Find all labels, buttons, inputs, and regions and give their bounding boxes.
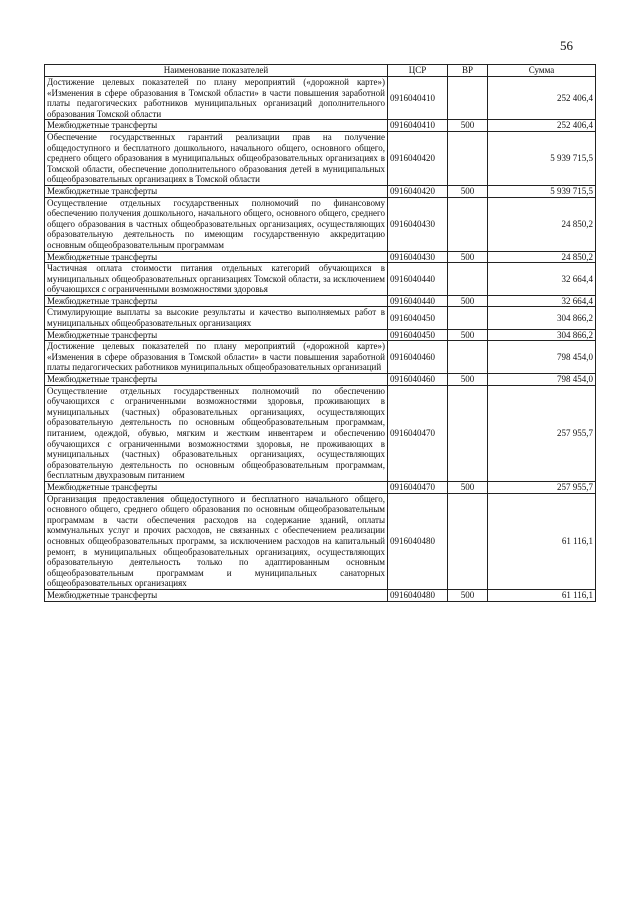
header-sum: Сумма xyxy=(488,65,596,77)
page-number: 56 xyxy=(560,38,573,53)
row-vr: 500 xyxy=(448,185,488,197)
row-csr: 0916040430 xyxy=(388,197,448,251)
row-csr: 0916040470 xyxy=(388,481,448,493)
table-row xyxy=(45,374,596,386)
row-name: Осуществление отдельных государственных полномочий по обеспечению обучающихся с ограниченными возможностями здоровья, проживающих в муниципальных (частных) образовательных организациях, осуществляющих образовательную деятельность по основным общеобразовательным программам, питанием, одеждой, обувью, мягким и жестким инвентарем и обеспечению обучающихся с ограниченными возможностями здоровья, не проживающих в муниципальных (частных) образовательных организациях, осуществляющих образовательную деятельность по основным общеобразовательным программам, бесплатным двухразовым питанием xyxy=(45,385,388,481)
header-csr: ЦСР xyxy=(388,65,448,77)
row-vr: 500 xyxy=(448,589,488,601)
table-row xyxy=(45,307,596,329)
row-sum: 798 454,0 xyxy=(488,374,596,386)
row-name: Стимулирующие выплаты за высокие результаты и качество выполняемых работ в муниципальных общеобразовательных организациях xyxy=(45,307,388,329)
row-sum: 24 850,2 xyxy=(488,251,596,263)
row-vr: 500 xyxy=(448,120,488,132)
table-row xyxy=(45,295,596,307)
row-vr xyxy=(448,385,488,481)
table-row xyxy=(45,197,596,251)
table-row xyxy=(45,589,596,601)
row-name: Межбюджетные трансферты xyxy=(45,374,388,386)
row-csr: 0916040480 xyxy=(388,493,448,589)
table-row xyxy=(45,493,596,589)
row-name: Достижение целевых показателей по плану мероприятий («дорожной карте») «Изменения в сфере образования в Томской области» в части повышения заработной платы педагогических работников муниципальных организаций дополнительного образования Томской области xyxy=(45,77,388,120)
row-vr xyxy=(448,493,488,589)
row-sum: 798 454,0 xyxy=(488,341,596,374)
row-vr: 500 xyxy=(448,329,488,341)
row-csr: 0916040450 xyxy=(388,329,448,341)
table-row xyxy=(45,251,596,263)
row-vr xyxy=(448,77,488,120)
row-csr: 0916040480 xyxy=(388,589,448,601)
row-sum: 252 406,4 xyxy=(488,77,596,120)
row-csr: 0916040440 xyxy=(388,263,448,296)
row-csr: 0916040460 xyxy=(388,341,448,374)
header-name: Наименование показателей xyxy=(45,65,388,77)
row-csr: 0916040420 xyxy=(388,131,448,185)
table-row xyxy=(45,263,596,296)
row-name: Межбюджетные трансферты xyxy=(45,185,388,197)
row-sum: 304 866,2 xyxy=(488,329,596,341)
row-sum: 304 866,2 xyxy=(488,307,596,329)
row-csr: 0916040430 xyxy=(388,251,448,263)
row-name: Межбюджетные трансферты xyxy=(45,589,388,601)
row-vr xyxy=(448,197,488,251)
row-csr: 0916040470 xyxy=(388,385,448,481)
row-csr: 0916040410 xyxy=(388,77,448,120)
row-name: Осуществление отдельных государственных полномочий по финансовому обеспечению получения дошкольного, начального общего, основного общего, среднего общего образования в частных общеобразовательных организациях, осуществляющих образовательную деятельность по имеющим государственную аккредитацию основным общеобразовательным программам xyxy=(45,197,388,251)
row-sum: 61 116,1 xyxy=(488,493,596,589)
table-header-row xyxy=(45,65,596,77)
row-name: Межбюджетные трансферты xyxy=(45,251,388,263)
row-csr: 0916040440 xyxy=(388,295,448,307)
row-csr: 0916040410 xyxy=(388,120,448,132)
row-sum: 32 664,4 xyxy=(488,295,596,307)
row-sum: 257 955,7 xyxy=(488,385,596,481)
row-csr: 0916040450 xyxy=(388,307,448,329)
table-row xyxy=(45,120,596,132)
row-name: Обеспечение государственных гарантий реализации прав на получение общедоступного и бесплатного дошкольного, начального общего, основного общего, среднего общего образования в муниципальных общеобразовательных организациях в Томской области, обеспечение дополнительного образования детей в муниципальных общеобразовательных организациях в Томской области xyxy=(45,131,388,185)
table-row xyxy=(45,329,596,341)
row-csr: 0916040420 xyxy=(388,185,448,197)
table-row xyxy=(45,185,596,197)
row-vr xyxy=(448,131,488,185)
table-row xyxy=(45,77,596,120)
row-name: Достижение целевых показателей по плану мероприятий («дорожной карте») «Изменения в сфере образования в Томской области» в части повышения заработной платы педагогических работников муниципальных общеобразовательных организаций xyxy=(45,341,388,374)
table-row xyxy=(45,385,596,481)
row-name: Межбюджетные трансферты xyxy=(45,481,388,493)
row-name: Организация предоставления общедоступного и бесплатного начального общего, основного общего, среднего общего образования по основным общеобразовательным программам в части обеспечения расходов на содержание зданий, оплаты коммунальных услуг и прочих расходов, не связанных с обеспечением реализации основных общеобразовательных программ, за исключением расходов на капитальный ремонт, в муниципальных общеобразовательных организациях, осуществляющих образовательную деятельность только по адаптированным основным общеобразовательным программам и муниципальных санаторных общеобразовательных организациях xyxy=(45,493,388,589)
row-vr: 500 xyxy=(448,374,488,386)
row-name: Межбюджетные трансферты xyxy=(45,120,388,132)
row-sum: 5 939 715,5 xyxy=(488,131,596,185)
row-vr xyxy=(448,307,488,329)
table-row xyxy=(45,131,596,185)
row-vr: 500 xyxy=(448,481,488,493)
row-name: Частичная оплата стоимости питания отдельных категорий обучающихся в муниципальных общеобразовательных организациях Томской области, за исключением обучающихся с ограниченными возможностями здоровья xyxy=(45,263,388,296)
row-csr: 0916040460 xyxy=(388,374,448,386)
row-vr: 500 xyxy=(448,251,488,263)
row-sum: 257 955,7 xyxy=(488,481,596,493)
row-sum: 61 116,1 xyxy=(488,589,596,601)
row-sum: 32 664,4 xyxy=(488,263,596,296)
row-sum: 5 939 715,5 xyxy=(488,185,596,197)
row-sum: 24 850,2 xyxy=(488,197,596,251)
budget-table xyxy=(44,64,596,602)
row-name: Межбюджетные трансферты xyxy=(45,295,388,307)
row-vr xyxy=(448,263,488,296)
row-vr: 500 xyxy=(448,295,488,307)
row-name: Межбюджетные трансферты xyxy=(45,329,388,341)
table-row xyxy=(45,341,596,374)
header-vr: ВР xyxy=(448,65,488,77)
table-row xyxy=(45,481,596,493)
row-sum: 252 406,4 xyxy=(488,120,596,132)
row-vr xyxy=(448,341,488,374)
